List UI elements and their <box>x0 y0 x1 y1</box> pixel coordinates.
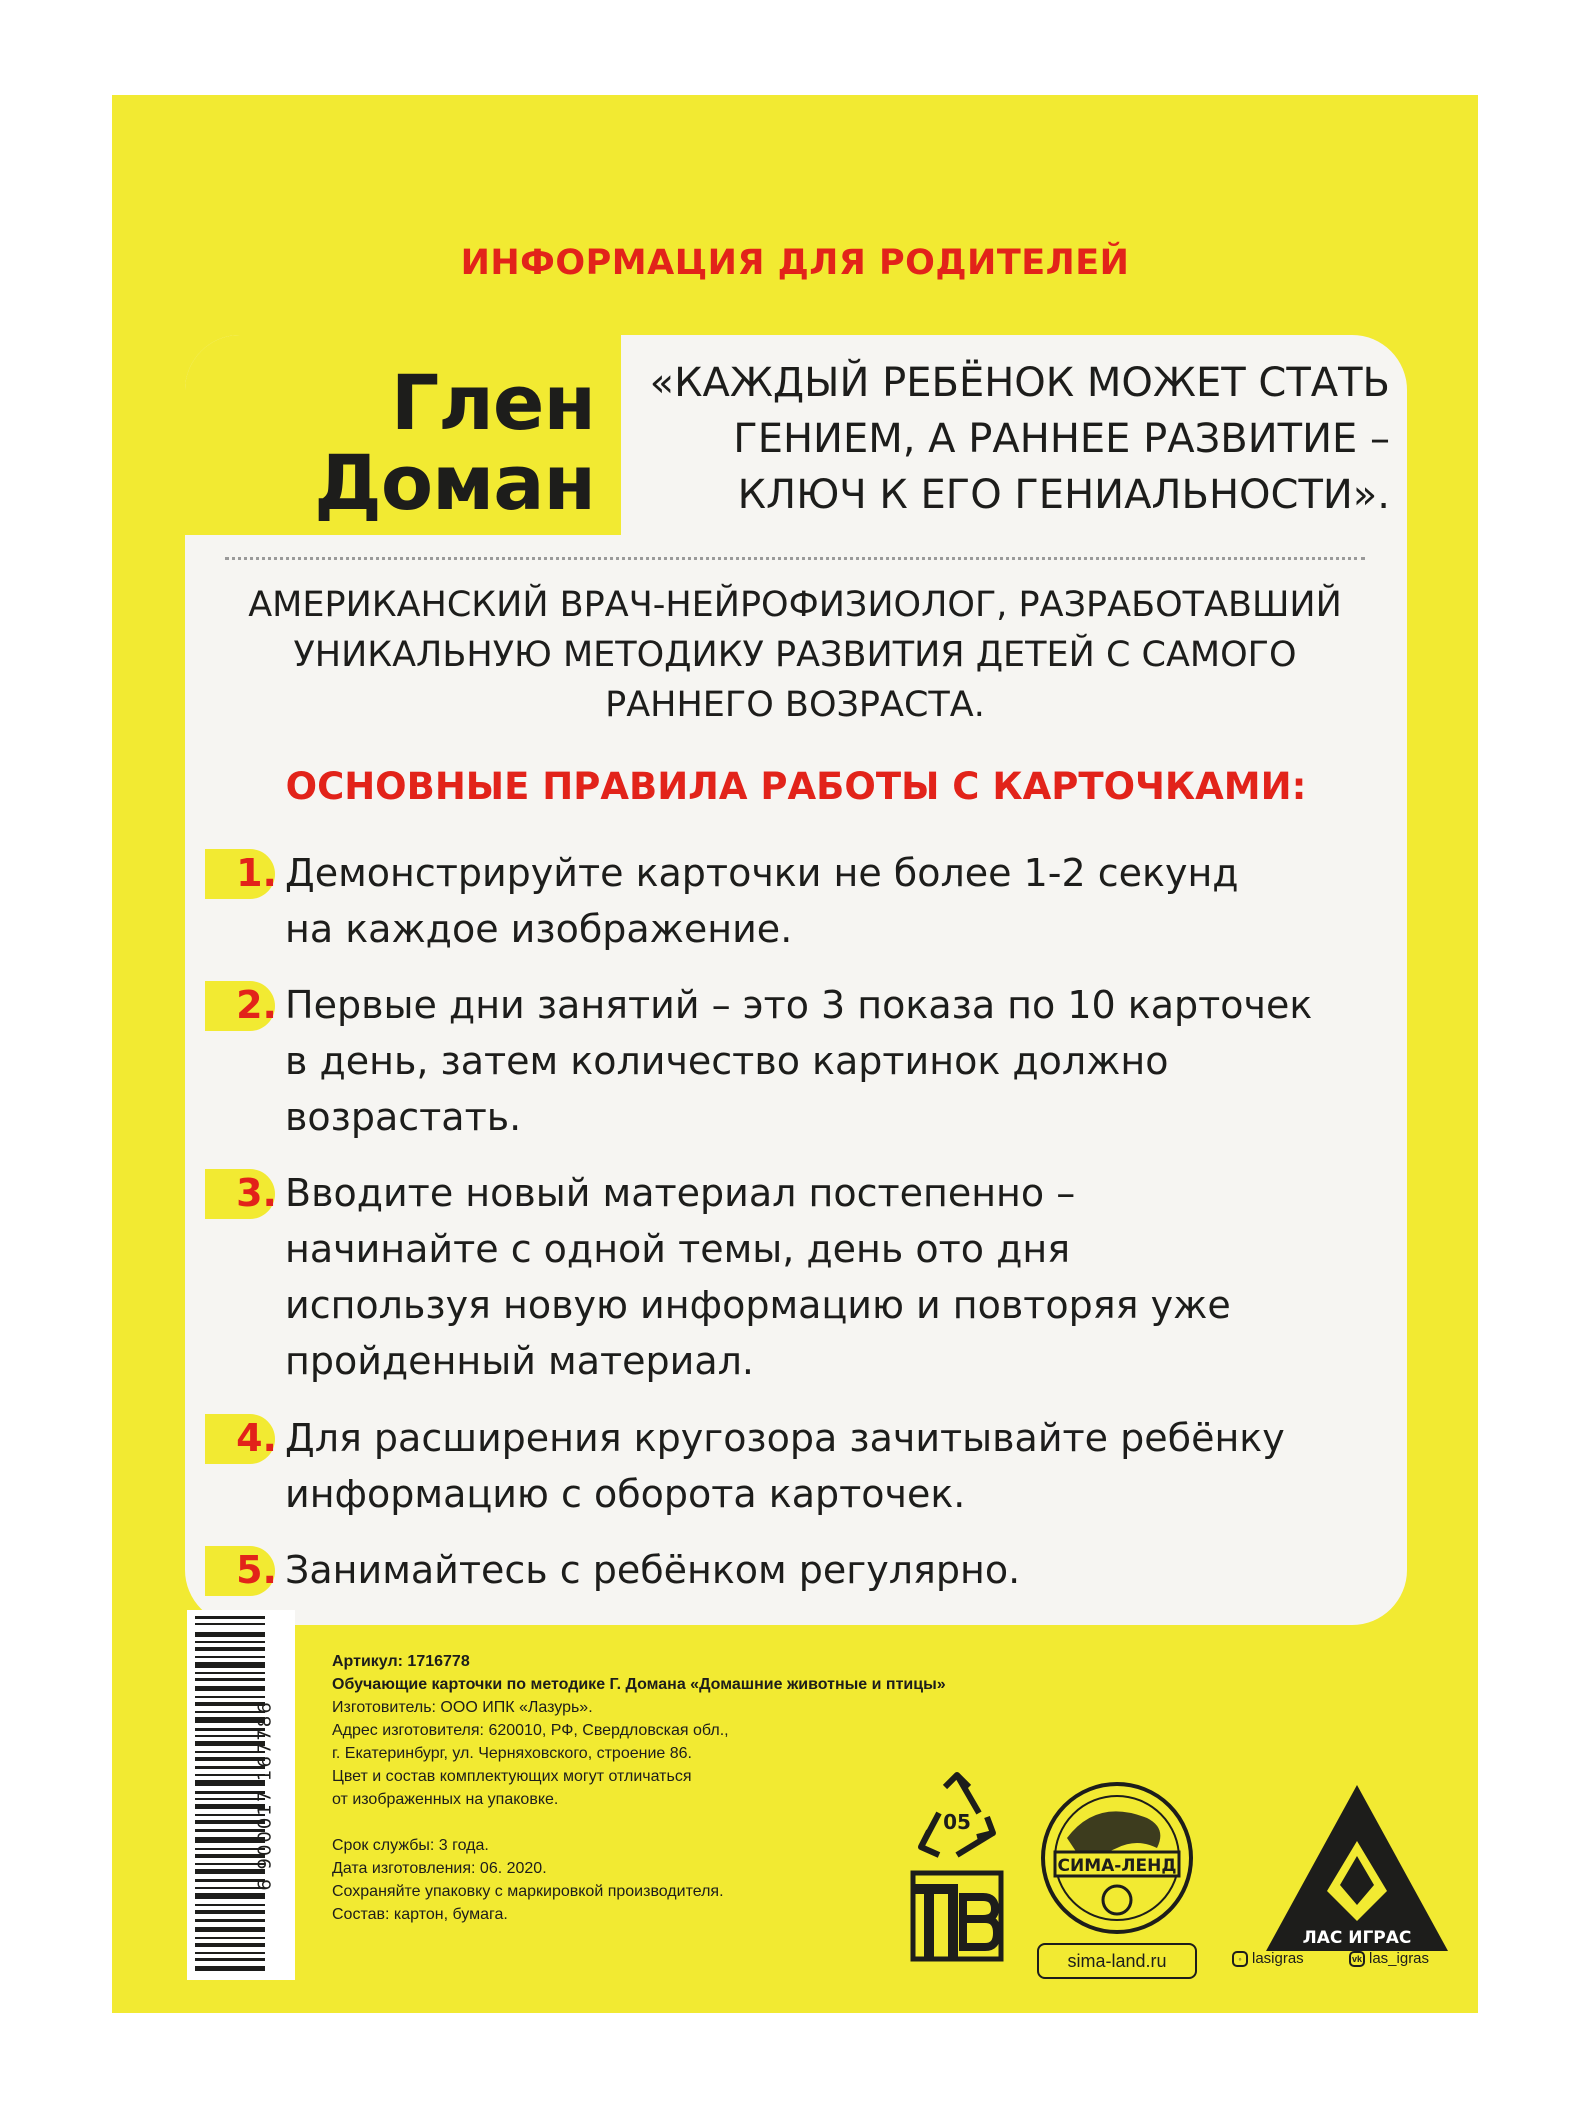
paper-recycling-icon <box>909 1867 1005 1963</box>
barcode-number: 6 900017 167786 <box>254 1700 276 1891</box>
shelf-life: Срок службы: 3 года. <box>332 1837 489 1854</box>
dotted-divider <box>225 557 1365 560</box>
header-title: ИНФОРМАЦИЯ ДЛЯ РОДИТЕЛЕЙ <box>460 243 1130 283</box>
vk-text: las_igras <box>1369 1950 1430 1967</box>
instagram-icon: ◦ <box>1232 1951 1248 1967</box>
barcode <box>187 1610 295 1980</box>
rule-number: 2. <box>236 983 277 1027</box>
recycle-code: 05 <box>943 1810 971 1834</box>
vk-icon: vk <box>1349 1951 1365 1967</box>
rules-title: ОСНОВНЫЕ ПРАВИЛА РАБОТЫ С КАРТОЧКАМИ: <box>285 765 1307 808</box>
address-line-2: г. Екатеринбург, ул. Черняховского, строение 86. <box>332 1745 692 1762</box>
rule-text: Для расширения кругозора зачитывайте ребёнку информацию с оборота карточек. <box>285 1416 1285 1516</box>
author-quote: «КАЖДЫЙ РЕБЁНОК МОЖЕТ СТАТЬ ГЕНИЕМ, А РАННЕЕ РАЗВИТИЕ – КЛЮЧ К ЕГО ГЕНИАЛЬНОСТИ». <box>649 360 1390 518</box>
author-bio: АМЕРИКАНСКИЙ ВРАЧ-НЕЙРОФИЗИОЛОГ, РАЗРАБОТАВШИЙ УНИКАЛЬНУЮ МЕТОДИКУ РАЗВИТИЯ ДЕТЕЙ С САМОГО РАННЕГО ВОЗРАСТА. <box>248 585 1342 725</box>
rule-number: 3. <box>236 1171 277 1215</box>
rule-number: 1. <box>236 851 277 895</box>
note-line-2: от изображенных на упаковке. <box>332 1791 559 1808</box>
sima-site: sima-land.ru <box>1037 1943 1197 1979</box>
sima-land-seal-icon <box>1037 1778 1197 1938</box>
rule-number: 4. <box>236 1416 277 1460</box>
sima-name: СИМА-ЛЕНД <box>1057 1856 1177 1876</box>
manufacture-date: Дата изготовления: 06. 2020. <box>332 1860 547 1877</box>
composition: Состав: картон, бумага. <box>332 1906 508 1923</box>
barcode-bars <box>187 1610 295 1980</box>
author-name-box <box>185 335 621 535</box>
instagram-handle <box>1232 1950 1304 1967</box>
rule-text: Первые дни занятий – это 3 показа по 10 карточек в день, затем количество картинок должно возрастать. <box>285 983 1313 1139</box>
product-name: Обучающие карточки по методике Г. Домана «Домашние животные и птицы» <box>332 1676 946 1693</box>
rule-text: Занимайтесь с ребёнком регулярно. <box>285 1548 1021 1592</box>
rule-number: 5. <box>236 1548 277 1592</box>
rule-text: Вводите новый материал постепенно – начинайте с одной темы, день ото дня используя новую информацию и повторяя уже пройденный материал. <box>285 1171 1231 1383</box>
address-line-1: Адрес изготовителя: 620010, РФ, Свердловская обл., <box>332 1722 729 1739</box>
author-name: Глен Доман <box>314 358 595 527</box>
recycle-icon <box>907 1767 1007 1867</box>
info-panel <box>185 335 1407 1625</box>
keep-packaging-note: Сохраняйте упаковку с маркировкой производителя. <box>332 1883 724 1900</box>
brand-name: ЛАС ИГРАС <box>1302 1928 1412 1948</box>
note-line-1: Цвет и состав комплектующих могут отличаться <box>332 1768 692 1785</box>
las-igras-logo-icon <box>1262 1781 1452 1961</box>
rule-text: Демонстрируйте карточки не более 1-2 секунд на каждое изображение. <box>285 851 1239 951</box>
vk-handle <box>1349 1950 1429 1967</box>
manufacturer: Изготовитель: ООО ИПК «Лазурь». <box>332 1699 593 1716</box>
package-back <box>112 95 1478 2013</box>
article-number: Артикул: 1716778 <box>332 1653 470 1670</box>
instagram-text: lasigras <box>1252 1950 1304 1967</box>
